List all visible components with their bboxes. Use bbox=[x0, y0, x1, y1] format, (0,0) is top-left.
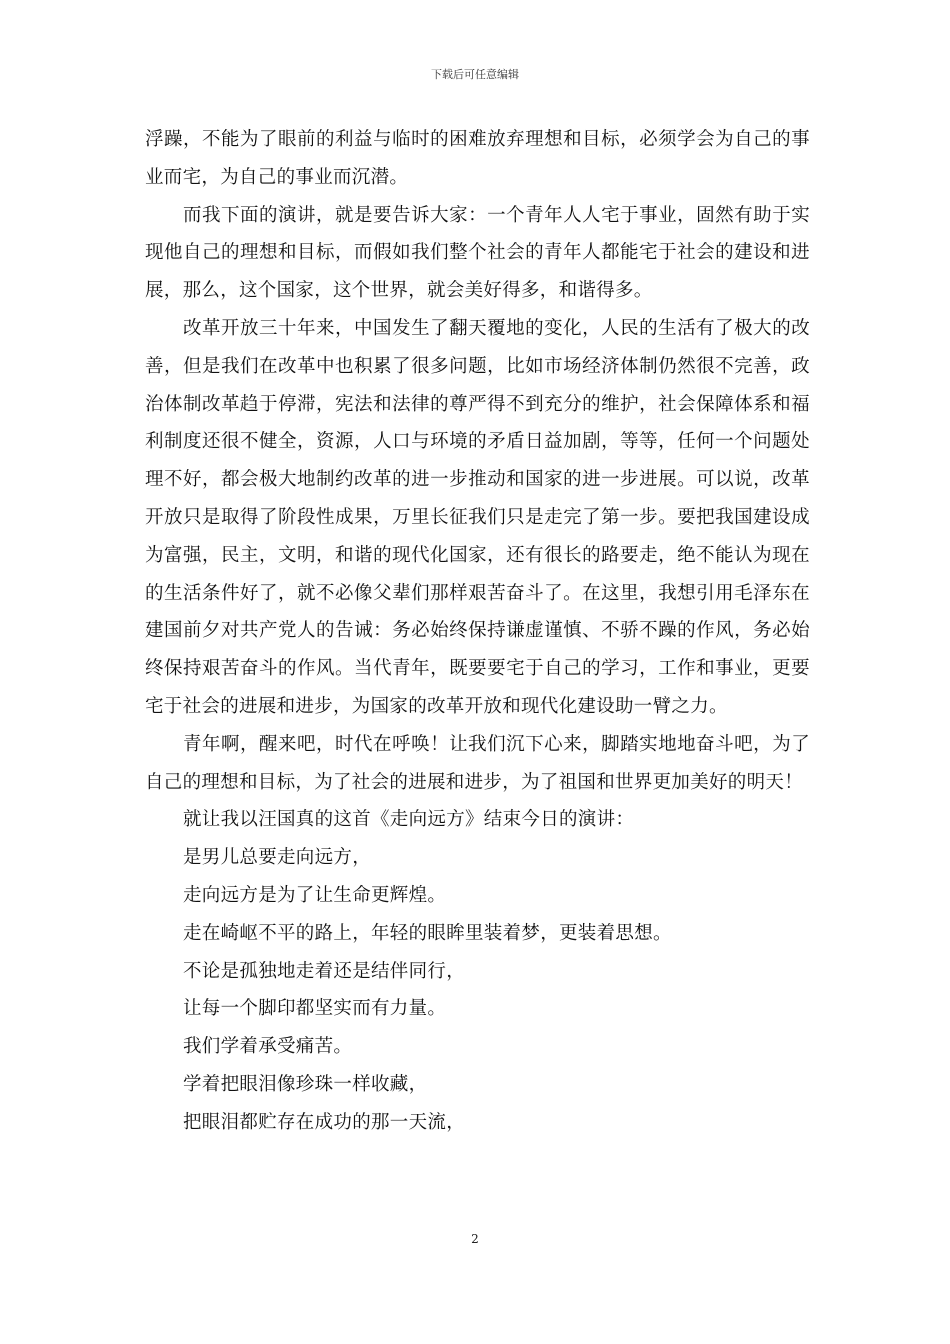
poem-line: 走向远方是为了让生命更辉煌。 bbox=[183, 884, 447, 906]
poem-line: 是男儿总要走向远方， bbox=[183, 847, 372, 869]
poem-intro-line: 就让我以汪国真的这首《走向远方》结束今日的演讲： bbox=[183, 809, 635, 831]
paragraph-speech-intro: 而我下面的演讲，就是要告诉大家：一个青年人人宅于事业，固然有助于实现他自己的理想和目标，而假如我们整个社会的青年人都能宅于社会的建设和进展，那么，这个国家，这个世界，就会美好得多，和谐得多。 bbox=[145, 204, 810, 302]
poem-line: 我们学着承受痛苦。 bbox=[183, 1036, 353, 1058]
poem-line: 把眼泪都贮存在成功的那一天流， bbox=[183, 1111, 466, 1133]
paragraph-continuation: 浮躁，不能为了眼前的利益与临时的困难放弃理想和目标，必须学会为自己的事业而宅，为自己的事业而沉潜。 bbox=[145, 129, 810, 188]
paragraph-call-to-youth: 青年啊，醒来吧，时代在呼唤！让我们沉下心来，脚踏实地地奋斗吧，为了自己的理想和目标，为了社会的进展和进步，为了祖国和世界更加美好的明天！ bbox=[145, 733, 810, 793]
poem-line: 不论是孤独地走着还是结伴同行， bbox=[183, 960, 466, 982]
paragraph-reform: 改革开放三十年来，中国发生了翻天覆地的变化，人民的生活有了极大的改善，但是我们在改革中也积累了很多问题，比如市场经济体制仍然很不完善，政治体制改革趋于停滞，宪法和法律的尊严得不到充分的维护，社会保障体系和福利制度还很不健全，资源，人口与环境的矛盾日益加剧，等等，任何一个问题处理不好，都会极大地制约改革的进一步推动和国家的进一步进展。可以说，改革开放只是取得了阶段性成果，万里长征我们只是走完了第一步。要把我国建设成为富强，民主，文明，和谐的现代化国家，还有很长的路要走，绝不能认为现在的生活条件好了，就不必像父辈们那样艰苦奋斗了。在这里，我想引用毛泽东在建国前夕对共产党人的告诫：务必始终保持谦虚谨慎、不骄不躁的作风，务必始终保持艰苦奋斗的作风。当代青年，既要要宅于自己的学习，工作和事业，更要宅于社会的进展和进步，为国家的改革开放和现代化建设助一臂之力。 bbox=[145, 317, 810, 717]
poem-line: 让每一个脚印都坚实而有力量。 bbox=[183, 998, 447, 1020]
page-header: 下载后可任意编辑 bbox=[431, 68, 519, 81]
poem-line: 走在崎岖不平的路上，年轻的眼眸里装着梦，更装着思想。 bbox=[183, 922, 672, 944]
poem-line: 学着把眼泪像珍珠一样收藏， bbox=[183, 1073, 428, 1095]
page-number: 2 bbox=[471, 1232, 479, 1246]
document-body bbox=[145, 121, 810, 1142]
